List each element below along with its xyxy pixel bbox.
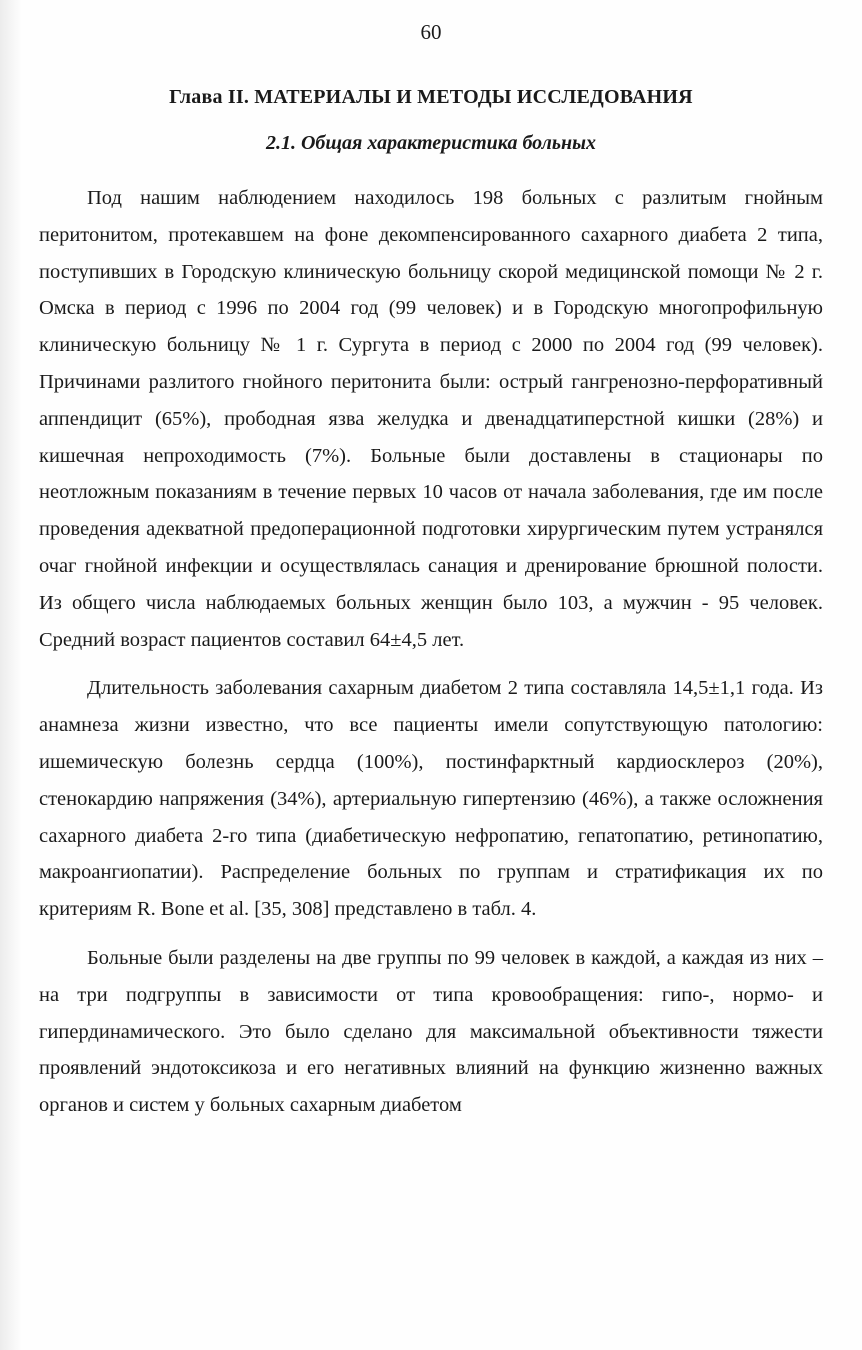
section-title: 2.1. Общая характеристика больных [265, 132, 597, 154]
body-text [39, 180, 823, 1136]
scan-edge-shadow [0, 0, 22, 1350]
paragraph-3: Больные были разделены на две группы по 99 человек в каждой, а каждая из них – на три подгруппы в зависимости от типа кровообращения: гипо-, нормо- и гипердинамического. Это было сделано для максимальной объективности тяжести проявлений эндотоксикоза и его негативных влияний на функцию жизненно важных органов и систем у больных сахарным диабетом [39, 946, 823, 1117]
paragraph-1: Под нашим наблюдением находилось 198 больных с разлитым гнойным перитонитом, протекавшем на фоне декомпенсированного сахарного диабета 2 типа, поступивших в Городскую клиническую больницу скорой медицинской помощи № 2 г. Омска в период с 1996 по 2004 год (99 человек) и в Городскую многопрофильную клиническую больницу № 1 г. Сургута в период с 2000 по 2004 год (99 человек). Причинами разлитого гнойного перитонита были: острый гангренозно-перфоративный аппендицит (65%), прободная язва желудка и двенадцатиперстной кишки (28%) и кишечная непроходимость (7%). Больные были доставлены в стационары по неотложным показаниям в течение первых 10 часов от начала заболевания, где им после проведения адекватной предоперационной подготовки хирургическим путем устранялся очаг гнойной инфекции и осуществлялась санация и дренирование брюшной полости. Из общего числа наблюдаемых больных женщин было 103, а мужчин - 95 человек. Средний возраст пациентов составил 64±4,5 лет. [39, 187, 823, 651]
paragraph-2: Длительность заболевания сахарным диабетом 2 типа составляла 14,5±1,1 года. Из анамнеза жизни известно, что все пациенты имели сопутствующую патологию: ишемическую болезнь сердца (100%), постинфарктный кардиосклероз (20%), стенокардию напряжения (34%), артериальную гипертензию (46%), а также осложнения сахарного диабета 2-го типа (диабетическую нефропатию, гепатопатию, ретинопатию, макроангиопатии). Распределение больных по группам и стратификация их по критериям R. Bone et al. [35, 308] представлено в табл. 4. [39, 677, 823, 921]
page-number: 60 [420, 20, 442, 44]
chapter-title: Глава II. МАТЕРИАЛЫ И МЕТОДЫ ИССЛЕДОВАНИЯ [169, 86, 693, 108]
